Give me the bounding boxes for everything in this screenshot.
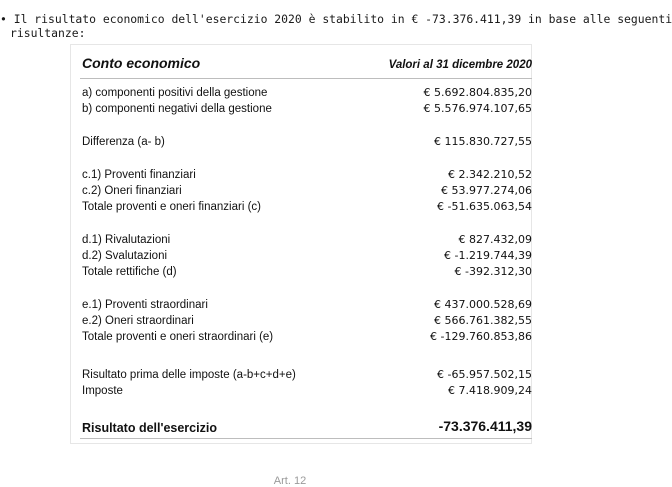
table-row — [80, 297, 532, 313]
table-header — [80, 50, 532, 79]
row-label: d.1) Rivalutazioni — [82, 234, 171, 246]
row-value: € 5.576.974.107,65 — [423, 102, 532, 115]
intro-paragraph — [0, 12, 672, 40]
row-label: c.1) Proventi finanziari — [82, 169, 196, 181]
article-footer: Art. 12 — [273, 475, 307, 487]
table-row — [80, 183, 532, 199]
row-value: € 53.977.274,06 — [441, 184, 532, 197]
row-value: € 437.000.528,69 — [434, 298, 532, 311]
row-spacer — [80, 345, 532, 367]
table-row — [80, 85, 532, 101]
row-value: € -65.957.502,15 — [437, 368, 532, 381]
row-value: € 7.418.909,24 — [448, 384, 532, 397]
row-value: € 5.692.804.835,20 — [423, 86, 532, 99]
table-row — [80, 167, 532, 183]
row-label: Totale proventi e oneri straordinari (e) — [82, 331, 274, 343]
row-spacer — [80, 215, 532, 232]
row-value: € -392.312,30 — [454, 265, 532, 278]
table-row — [80, 232, 532, 248]
row-label: e.2) Oneri straordinari — [82, 315, 194, 327]
table-row — [80, 134, 532, 150]
header-title: Conto economico — [82, 55, 201, 71]
result-row — [80, 416, 532, 439]
table-row — [80, 313, 532, 329]
table-row — [80, 264, 532, 280]
row-spacer — [80, 150, 532, 167]
row-spacer — [80, 399, 532, 416]
header-period: Valori al 31 dicembre 2020 — [388, 59, 532, 71]
row-label: c.2) Oneri finanziari — [82, 185, 182, 197]
row-value: € 115.830.727,55 — [434, 135, 532, 148]
row-value: € -51.635.063,54 — [437, 200, 532, 213]
row-value: € 2.342.210,52 — [448, 168, 532, 181]
row-value: € 566.761.382,55 — [434, 314, 532, 327]
income-statement-table — [80, 50, 532, 439]
result-value: -73.376.411,39 — [438, 418, 532, 434]
row-label: Imposte — [82, 385, 123, 397]
table-row — [80, 101, 532, 117]
intro-line-2: risultanze: — [10, 26, 86, 40]
table-row — [80, 199, 532, 215]
table-row — [80, 248, 532, 264]
row-label: Risultato prima delle imposte (a-b+c+d+e) — [82, 369, 296, 381]
row-value: € -1.219.744,39 — [444, 249, 532, 262]
row-value: € -129.760.853,86 — [430, 330, 532, 343]
row-spacer — [80, 280, 532, 297]
row-label: Totale rettifiche (d) — [82, 266, 177, 278]
row-label: b) componenti negativi della gestione — [82, 103, 272, 115]
table-row — [80, 367, 532, 383]
row-label: Differenza (a- b) — [82, 136, 165, 148]
row-label: a) componenti positivi della gestione — [82, 87, 268, 99]
table-row — [80, 383, 532, 399]
result-label: Risultato dell'esercizio — [82, 421, 217, 435]
row-label: e.1) Proventi straordinari — [82, 299, 208, 311]
row-value: € 827.432,09 — [458, 233, 532, 246]
table-row — [80, 329, 532, 345]
intro-line-1: • Il risultato economico dell'esercizio 2020 è stabilito in € -73.376.411,39 in base alle seguenti — [0, 12, 672, 26]
row-label: Totale proventi e oneri finanziari (c) — [82, 201, 261, 213]
row-label: d.2) Svalutazioni — [82, 250, 168, 262]
row-spacer — [80, 117, 532, 134]
